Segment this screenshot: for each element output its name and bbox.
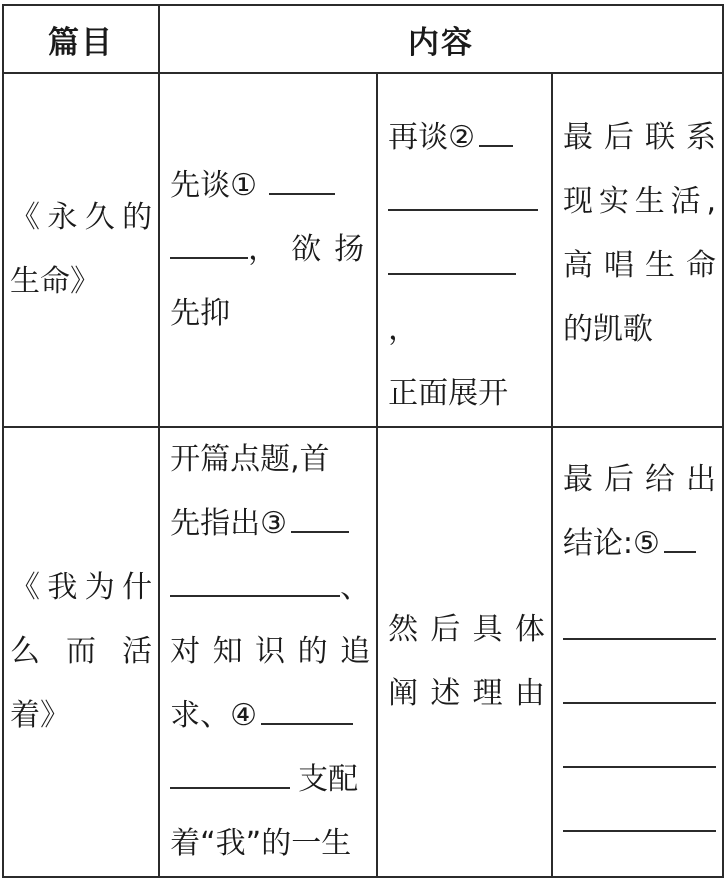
row1-c3-line1: 最后联系 [562,120,716,155]
answer-blank-4[interactable] [261,693,353,725]
row1-c2-line4: 正面展开 [388,376,509,411]
answer-blank-5-line3[interactable] [563,704,716,768]
blank-marker-1: ① [230,168,258,203]
answer-blank-1[interactable] [269,163,335,195]
table-row [3,427,723,877]
row1-c2-line2 [388,170,545,234]
row2-c3-prefix: 结论: [562,526,634,561]
row2-c1-line1: 开篇点题,首 [170,442,330,477]
answer-blank-5-line2[interactable] [563,640,716,704]
row2-c1-line7: 着“我”的一生 [170,826,352,861]
row1-c3-line2: 现实生活, [562,184,716,219]
row2-c1-line2 [170,492,370,556]
row2-c3-line2 [563,512,716,576]
row2-c1-prefix5: 求、 [170,698,231,733]
row1-c2-prefix: 再谈 [388,120,449,155]
answer-blank-1-cont[interactable] [170,227,248,259]
row2-c1-line3 [170,556,370,620]
row1-c2-line3 [388,234,545,362]
answer-blank-5[interactable] [664,521,696,553]
row1-content-cell2 [377,73,552,427]
header-title-label: 篇目 [48,24,115,61]
header-content-label: 内容 [408,24,475,61]
answer-blank-5-line1[interactable] [563,576,716,640]
answer-blank-5-line4[interactable] [563,768,716,832]
row1-c3-line4: 的凯歌 [562,312,653,347]
blank-marker-4: ④ [230,698,258,733]
row1-title-line1: 《永久的 [10,200,153,235]
answer-blank-2-cont[interactable] [388,179,538,211]
row1-c1-line1 [170,154,370,218]
table-row [3,73,723,427]
row2-content-cell3 [552,427,723,877]
row1-c1-line2 [170,218,370,282]
answer-blank-2-cont2[interactable] [388,243,516,275]
row2-c1-prefix: 先指出 [170,506,261,541]
header-title-cell [3,5,159,73]
answer-blank-4-cont[interactable] [170,757,290,789]
row1-c1-prefix: 先谈 [170,168,231,203]
answer-blank-3[interactable] [291,501,349,533]
row2-c2-line2: 阐述理由 [388,676,545,711]
row2-content-cell1 [159,427,377,877]
row2-c3-line1: 最后给出 [562,462,716,497]
row1-title-cell [3,73,159,427]
row2-c1-line4: 对知识的追 [170,634,371,669]
row1-c2-suffix: ， [388,312,419,347]
row2-title-line1: 《我为什 [10,570,153,605]
row1-c1-suffix: ，欲扬 [248,232,371,267]
row2-c1-line5 [170,684,370,748]
row2-content-cell2 [377,427,552,877]
row2-c1-suffix3: 、 [340,570,371,605]
row1-c2-line1 [388,106,545,170]
comparison-table [2,4,724,878]
row1-c3-line3: 高唱生命 [562,248,716,283]
answer-blank-3-cont[interactable] [170,565,340,597]
blank-marker-3: ③ [260,506,288,541]
row1-c1-line3: 先抑 [170,296,231,331]
blank-marker-2: ② [448,120,476,155]
row2-c1-suffix6: 支配 [298,762,359,797]
row1-title-line2: 生命》 [10,264,100,299]
row2-c2-line1: 然后具体 [388,612,545,647]
header-content-cell [159,5,723,73]
blank-marker-5: ⑤ [633,526,660,561]
answer-blank-2[interactable] [479,115,513,147]
row1-content-cell1 [159,73,377,427]
row1-content-cell3 [552,73,723,427]
row2-title-line3: 着》 [10,698,70,733]
row2-title-cell [3,427,159,877]
row2-title-line2: 么而活 [10,634,153,669]
row2-c1-line6 [170,748,370,812]
